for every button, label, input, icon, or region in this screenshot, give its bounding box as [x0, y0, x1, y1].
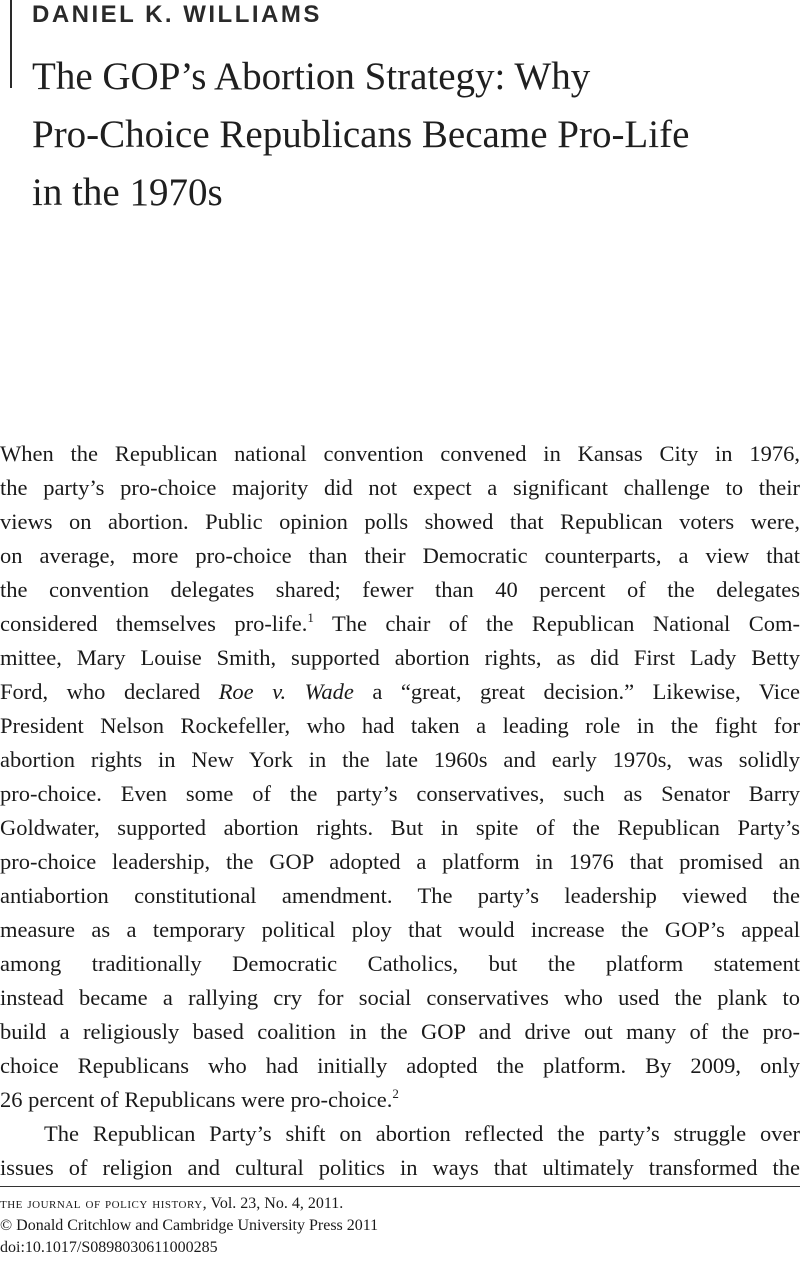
title-line: Pro-Choice Republicans Became Pro-Life: [32, 113, 690, 156]
body-line: pro-choice leadership, the GOP adopted a platform in 1976 that promised an: [0, 849, 800, 874]
journal-name: the journal of policy history: [0, 1195, 203, 1212]
footnote-ref-1[interactable]: 1: [307, 610, 314, 625]
body-line: [0, 1083, 800, 1117]
body-line: views on abortion. Public opinion polls showed that Republican voters were,: [0, 509, 800, 534]
body-line: pro-choice. Even some of the party’s conservatives, such as Senator Barry: [0, 781, 800, 806]
body-text-segment: a “great, great decision.” Likewise, Vice: [353, 679, 800, 704]
body-text-segment: The chair of the Republican National Com-: [313, 611, 800, 636]
body-line: measure as a temporary political ploy that would increase the GOP’s appeal: [0, 917, 800, 942]
body-line: The Republican Party’s shift on abortion reflected the party’s struggle over: [44, 1121, 800, 1146]
body-line: instead became a rallying cry for social conservatives who used the plank to: [0, 985, 800, 1010]
footnote-ref-2[interactable]: 2: [392, 1086, 399, 1101]
body-line: mittee, Mary Louise Smith, supported abortion rights, as did First Lady Betty: [0, 645, 800, 670]
title-line: The GOP’s Abortion Strategy: Why: [32, 55, 591, 98]
body-line: the party’s pro-choice majority did not expect a significant challenge to their: [0, 475, 800, 500]
article-title: [32, 48, 792, 222]
citation-footer: [0, 1193, 378, 1259]
journal-citation: [0, 1193, 378, 1215]
body-text-segment: 26 percent of Republicans were pro-choice.: [0, 1087, 393, 1112]
body-line: on average, more pro-choice than their Democratic counterparts, a view that: [0, 543, 800, 568]
body-line: When the Republican national convention convened in Kansas City in 1976,: [0, 441, 800, 466]
body-line: among traditionally Democratic Catholics, but the platform statement: [0, 951, 800, 976]
case-name: Roe v. Wade: [218, 679, 354, 704]
author-name: DANIEL K. WILLIAMS: [32, 1, 322, 28]
body-line: choice Republicans who had initially adopted the platform. By 2009, only: [0, 1053, 800, 1078]
body-line: [0, 675, 800, 709]
body-line: abortion rights in New York in the late 1960s and early 1970s, was solidly: [0, 747, 800, 772]
body-line: antiabortion constitutional amendment. The party’s leadership viewed the: [0, 883, 800, 908]
title-line: in the 1970s: [32, 171, 223, 214]
body-line: [0, 607, 800, 641]
footer-rule: [0, 1186, 800, 1187]
body-text-segment: considered themselves pro-life.: [0, 611, 308, 636]
header-rule: [10, 0, 12, 88]
article-body: [0, 437, 800, 1185]
body-line: build a religiously based coalition in the GOP and drive out many of the pro-: [0, 1019, 800, 1044]
body-line: issues of religion and cultural politics in ways that ultimately transformed the: [0, 1155, 800, 1180]
body-line: Goldwater, supported abortion rights. But in spite of the Republican Party’s: [0, 815, 800, 840]
doi-link[interactable]: doi:10.1017/S0898030611000285: [0, 1239, 218, 1256]
copyright-line: © Donald Critchlow and Cambridge University Press 2011: [0, 1217, 379, 1234]
journal-volume: , Vol. 23, No. 4, 2011.: [202, 1195, 344, 1212]
body-line: President Nelson Rockefeller, who had taken a leading role in the fight for: [0, 713, 800, 738]
body-text-segment: Ford, who declared: [0, 679, 219, 704]
body-line: the convention delegates shared; fewer than 40 percent of the delegates: [0, 577, 800, 602]
